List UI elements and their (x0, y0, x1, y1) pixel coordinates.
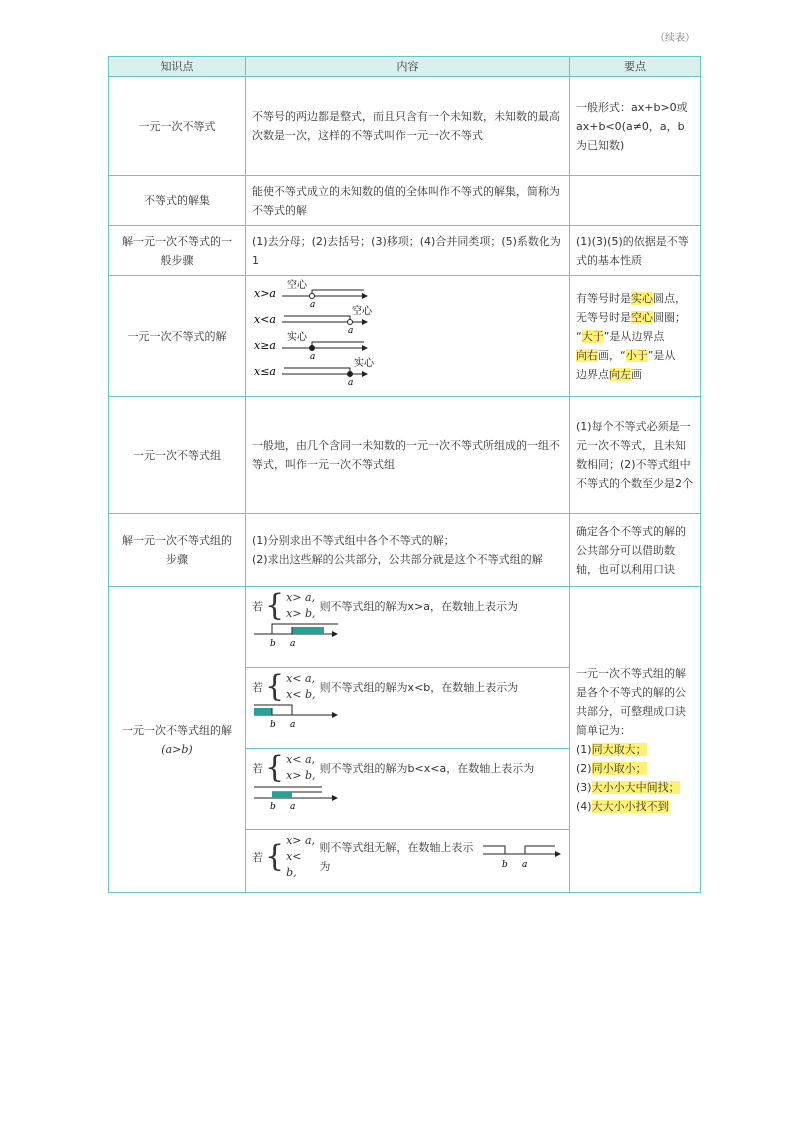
mnemonic-item (576, 740, 694, 759)
highlight-text: 小于 (625, 348, 648, 362)
mnemonic-number: (3) (576, 780, 592, 794)
row-topic: 解一元一次不等式的一般步骤 (109, 226, 246, 276)
point-label: a (290, 639, 296, 648)
note-text: 圆圈； (653, 310, 686, 324)
inequality-1: x< a, (286, 672, 316, 685)
ray-left (483, 846, 505, 854)
ineq-label: x<a (254, 313, 276, 326)
mnemonic-number: (1) (576, 742, 592, 756)
highlight-text: 大于 (581, 329, 604, 343)
point-label: a (522, 860, 528, 870)
highlight-text: 实心 (631, 291, 653, 305)
point-label: b (270, 720, 276, 729)
case-number-line (252, 784, 342, 810)
knowledge-table (108, 56, 701, 893)
system-statement (252, 833, 563, 881)
row-points (570, 587, 701, 893)
inequality-1: x> a, (286, 591, 316, 604)
mnemonic-intro: 一元一次不等式组的解是各个不等式的解的公共部分，可整理成口诀简单记为： (576, 666, 686, 737)
row-points: 确定各个不等式的解的公共部分可以借助数轴，也可以利用口诀 (570, 514, 701, 587)
note-text: 无等号时是 (576, 310, 631, 324)
topic-title: 一元一次不等式组的解 (122, 723, 232, 737)
mnemonic-text: 同大取大； (591, 742, 647, 756)
point-label: b (270, 639, 276, 648)
mnemonic-item (576, 778, 694, 797)
point-label: a (290, 720, 296, 729)
row-topic: 一元一次不等式的解 (109, 276, 246, 397)
mnemonic-text: 大小小大中间找； (591, 780, 680, 794)
header-points: 要点 (570, 57, 701, 77)
brace-icon: { (265, 669, 285, 704)
topic-condition: (a>b) (161, 742, 193, 756)
mnemonic-item (576, 797, 694, 816)
case-text: 则不等式组的解为b<x<a，在数轴上表示为 (319, 761, 535, 775)
mnemonic-text: 大大小小找不到 (591, 799, 669, 813)
ineq-label: x>a (254, 287, 276, 300)
axis-arrow (555, 851, 561, 857)
mnemonic-number: (4) (576, 799, 592, 813)
table-row (109, 276, 701, 397)
case-number-line (252, 703, 342, 729)
header-knowledge: 知识点 (109, 57, 246, 77)
note-text: 边界点 (576, 367, 609, 381)
highlight-text: 向右 (576, 348, 598, 362)
row-topic: 一元一次不等式组 (109, 397, 246, 514)
ineq-label: x≤a (254, 365, 276, 378)
axis-arrow (332, 795, 338, 801)
inequality-2: x< b, (286, 850, 302, 879)
solution-shade (272, 792, 292, 798)
brace-icon: { (265, 839, 285, 874)
axis-arrow (362, 293, 368, 299)
mnemonic-number: (2) (576, 761, 592, 775)
table-row (109, 587, 701, 893)
solid-dot (310, 346, 315, 351)
case-between (246, 749, 569, 830)
note-text: 圆点， (653, 291, 686, 305)
solid-dot (348, 372, 353, 377)
continued-label: （续表） (655, 33, 695, 44)
ray (284, 368, 350, 374)
axis-arrow (362, 371, 368, 377)
row-content: 能使不等式成立的未知数的值的全体叫作不等式的解集，简称为不等式的解 (246, 176, 570, 226)
case-text: 则不等式组无解，在数轴上表示为 (319, 841, 474, 873)
ruo-text: 若 (252, 599, 263, 613)
system-statement (252, 752, 563, 784)
point-label: a (310, 300, 316, 310)
solution-shade (254, 708, 272, 715)
row-content: 一般地，由几个含同一未知数的一元一次不等式所组成的一组不等式，叫作一元一次不等式组 (246, 397, 570, 514)
ineq-label: x≥a (254, 339, 276, 352)
table-row (109, 226, 701, 276)
open-dot (348, 320, 353, 325)
highlight-text: 向左 (609, 367, 631, 381)
case-number-line (252, 622, 342, 648)
note-text: 画，“ (598, 348, 626, 362)
ruo-text: 若 (252, 761, 263, 775)
note-text: 画 (631, 367, 642, 381)
case-both-less (246, 668, 569, 749)
step-1: (1)分别求出不等式组中各个不等式的解； (252, 534, 455, 547)
inequality-1: x> a, (286, 834, 316, 847)
case-text: 则不等式组的解为x<b，在数轴上表示为 (319, 680, 519, 694)
mnemonic-text: 同小取小； (591, 761, 647, 775)
case-both-greater (246, 587, 569, 668)
table-row (109, 176, 701, 226)
system-statement (252, 590, 563, 622)
row-topic: 不等式的解集 (109, 176, 246, 226)
ray-right (525, 846, 555, 854)
axis-arrow (362, 345, 368, 351)
single-solution-diagrams (246, 276, 570, 397)
row-content (246, 514, 570, 587)
case-text: 则不等式组的解为x>a，在数轴上表示为 (319, 599, 519, 613)
axis-arrow (332, 712, 338, 718)
axis-arrow (362, 319, 368, 325)
mnemonic-item (576, 759, 694, 778)
note-text: 有等号时是 (576, 291, 631, 305)
point-label: a (290, 802, 296, 810)
ray (312, 290, 364, 296)
number-line-diagrams (252, 278, 562, 388)
brace-icon: { (265, 588, 285, 623)
step-2: (2)求出这些解的公共部分，公共部分就是这个不等式组的解 (252, 553, 543, 566)
row-content: 不等号的两边都是整式，而且只含有一个未知数，未知数的最高次数是一次，这样的不等式叫作一元一次不等式 (246, 77, 570, 176)
system-statement (252, 671, 563, 703)
table-row (109, 77, 701, 176)
ruo-text: 若 (252, 680, 263, 694)
brace-icon: { (265, 750, 285, 785)
point-label: b (270, 802, 276, 810)
inequality-2: x< b, (286, 688, 316, 701)
inequality-2: x> b, (286, 607, 316, 620)
dot-type-label: 实心 (354, 358, 374, 369)
open-dot (310, 294, 315, 299)
point-label: b (502, 860, 509, 870)
inequality-1: x< a, (286, 753, 316, 766)
case-no-solution (246, 830, 569, 892)
dot-type-label: 空心 (352, 306, 372, 317)
inequality-2: x> b, (286, 769, 316, 782)
row-points: (1)每个不等式必须是一元一次不等式，且未知数相同；(2)不等式组中不等式的个数至少是2个 (570, 397, 701, 514)
point-label: a (348, 378, 354, 388)
note-text: ”是从边界点 (603, 329, 665, 343)
point-label: a (348, 326, 354, 336)
ray (284, 316, 350, 322)
dot-type-label: 实心 (287, 332, 307, 343)
note-text: “ (576, 329, 582, 343)
ray (312, 342, 364, 348)
row-points: 一般形式：ax+b>0或ax+b<0(a≠0，a，b为已知数) (570, 77, 701, 176)
table-row (109, 397, 701, 514)
case-number-line (483, 842, 563, 872)
row-topic: 解一元一次不等式组的步骤 (109, 514, 246, 587)
solution-shade (292, 627, 324, 634)
header-content: 内容 (246, 57, 570, 77)
dot-type-label: 空心 (287, 280, 307, 291)
row-topic: 一元一次不等式 (109, 77, 246, 176)
highlight-text: 空心 (631, 310, 653, 324)
row-topic (109, 587, 246, 893)
point-label: a (310, 352, 316, 362)
row-points (570, 176, 701, 226)
table-row (109, 514, 701, 587)
note-text: ”是从 (647, 348, 676, 362)
header-row (109, 57, 701, 77)
ruo-text: 若 (252, 850, 263, 864)
row-content: (1)去分母；(2)去括号；(3)移项；(4)合并同类项；(5)系数化为1 (246, 226, 570, 276)
axis-arrow (332, 631, 338, 637)
line-group-gt (254, 278, 368, 310)
row-points: (1)(3)(5)的依据是不等式的基本性质 (570, 226, 701, 276)
system-cases (246, 587, 570, 893)
row-points (570, 276, 701, 397)
